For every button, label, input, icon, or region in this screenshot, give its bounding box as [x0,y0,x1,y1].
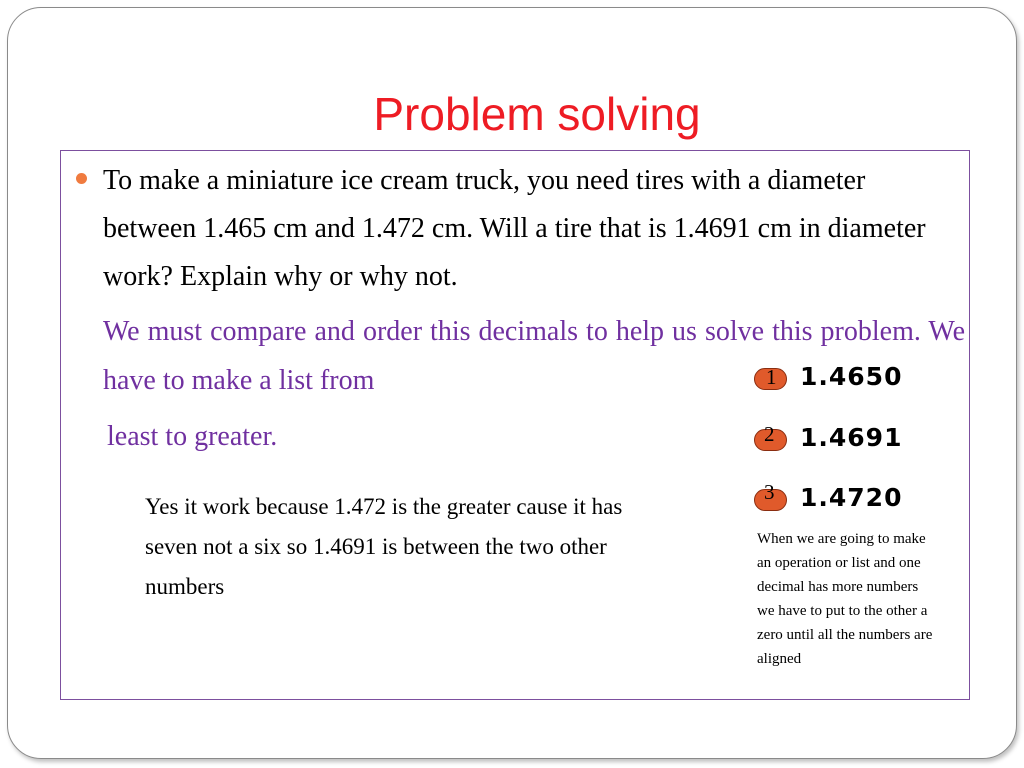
decimal-value: 1.4691 [800,423,903,452]
rank-label: 1 [766,365,777,389]
bullet-dot-icon [76,173,87,184]
explanation-text: We must compare and order this decimals to help us solve this problem. We have to make a list from [103,316,965,396]
slide-title: Problem solving [373,88,701,140]
explanation-continuation: least to greater. [107,421,278,452]
rank-label: 2 [764,422,775,446]
problem-statement: To make a miniature ice cream truck, you need tires with a diameter between 1.465 cm and 1.472 cm. Will a tire that is 1.4691 cm in diameter work? Explain why or why not. [103,165,926,292]
answer-text: Yes it work because 1.472 is the greater cause it has seven not a six so 1.4691 is between the two other numbers [145,494,623,599]
rank-label: 3 [764,480,775,504]
decimal-value: 1.4650 [800,362,903,391]
decimal-value: 1.4720 [800,483,903,512]
note-text: When we are going to make an operation or list and one decimal has more numbers we have to put to the other a zero until all the numbers are aligned [757,531,933,667]
